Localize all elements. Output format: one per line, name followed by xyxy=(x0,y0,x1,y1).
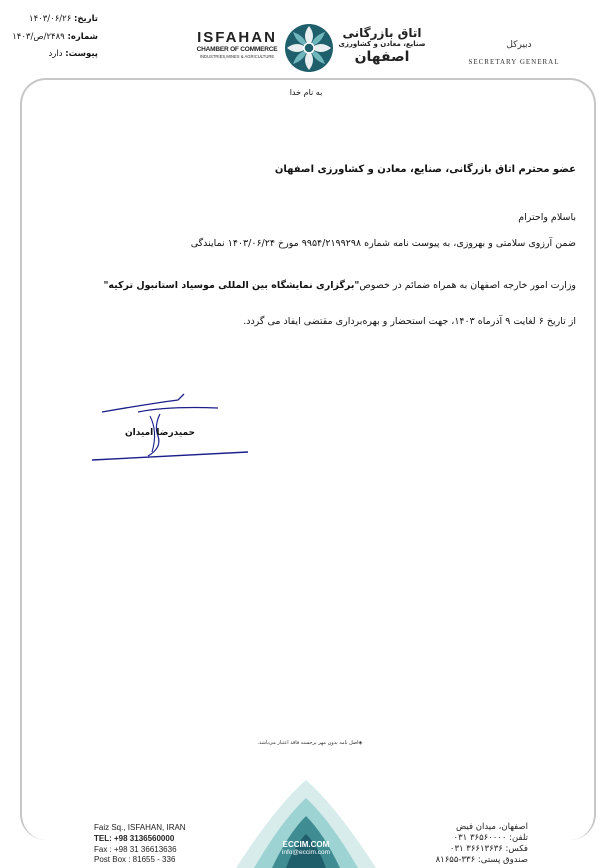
footer-tel-fa: تلفن: ۳۶۵۶۰۰۰۰ ۰۳۱ xyxy=(453,833,528,843)
body-line-2 xyxy=(103,280,576,291)
attachment-label: پیوست: xyxy=(65,49,98,59)
logo-persian xyxy=(338,26,426,65)
signatory-name: حمیدرضا امیدان xyxy=(124,428,196,438)
logo-english-title: ISFAHAN xyxy=(197,29,277,46)
footer-fax-fa: فکس: ۳۶۶۱۳۶۳۶ ۰۳۱ xyxy=(449,844,528,854)
website-link[interactable]: ECCIM.COM xyxy=(282,840,330,849)
footer-address-fa: اصفهان، میدان فیض xyxy=(455,822,528,832)
attachment-row xyxy=(6,47,98,61)
date-value: ۱۴۰۳/۰۶/۲۶ xyxy=(29,14,72,24)
body-line-2-text: وزارت امور خارجه اصفهان به همراه ضمائم در خصوص xyxy=(359,280,576,291)
attachment-value: دارد xyxy=(48,49,63,59)
date-label: تاریخ: xyxy=(74,14,98,24)
exhibition-title: "برگزاری نمایشگاه بین المللی موسیاد استانبول ترکیه" xyxy=(103,280,360,291)
logo-persian-subtitle: صنایع، معادن و کشاورزی xyxy=(338,40,426,48)
body-line-1: ضمن آرزوی سلامتی و بهروزی، به پیوست نامه شماره ۹۹۵۴/۲۱۹۹۲۹۸ مورخ ۱۴۰۳/۰۶/۲۴ نمایندگی xyxy=(190,238,576,249)
date-row xyxy=(6,12,98,26)
logo-english-tagline: INDUSTRIES,MINES & AGRICULTURE xyxy=(199,54,275,59)
addressee: عضو محترم اتاق بازرگانی، صنایع، معادن و کشاورزی اصفهان xyxy=(274,164,576,175)
number-label: شماره: xyxy=(67,32,98,42)
email-link[interactable]: info@eccim.com xyxy=(281,849,331,856)
footer-web xyxy=(262,840,350,857)
greeting: باسلام واحترام xyxy=(518,212,576,223)
logo-persian-city: اصفهان xyxy=(354,49,410,65)
number-value: ۲۴۸۹/ص/۱۴۰۳ xyxy=(12,32,65,42)
number-row xyxy=(6,30,98,44)
footer-pobox-fa: صندوق پستی: ۳۳۶-۸۱۶۵۵ xyxy=(435,855,528,865)
body-line-3: از تاریخ ۶ لغایت ۹ آذرماه ۱۴۰۳، جهت استحضار و بهره‌برداری مقتضی ایفاد می گردد. xyxy=(243,316,576,327)
logo-persian-title: اتاق بازرگانی xyxy=(342,26,422,40)
secretary-general-english: SECRETARY GENERAL xyxy=(468,58,560,66)
chamber-emblem-icon xyxy=(283,22,335,74)
authenticity-note: ◈اصل نامه بدون مهر برجسته فاقد اعتبار می‌باشد. xyxy=(257,740,363,746)
logo-english xyxy=(192,30,282,60)
secretary-general-persian: دبیرکل xyxy=(506,40,532,50)
footer-tel-en: TEL: +98 3136560000 xyxy=(94,834,175,843)
footer-fax-en: Fax : +98 31 36613636 xyxy=(94,845,177,854)
footer-pobox-en: Post Box : 81655 - 336 xyxy=(94,855,176,864)
footer-address-en: Faiz Sq., ISFAHAN, IRAN xyxy=(94,823,186,832)
basmala: به نام خدا xyxy=(289,88,323,97)
logo-english-subtitle: CHAMBER OF COMMERCE xyxy=(196,46,278,53)
